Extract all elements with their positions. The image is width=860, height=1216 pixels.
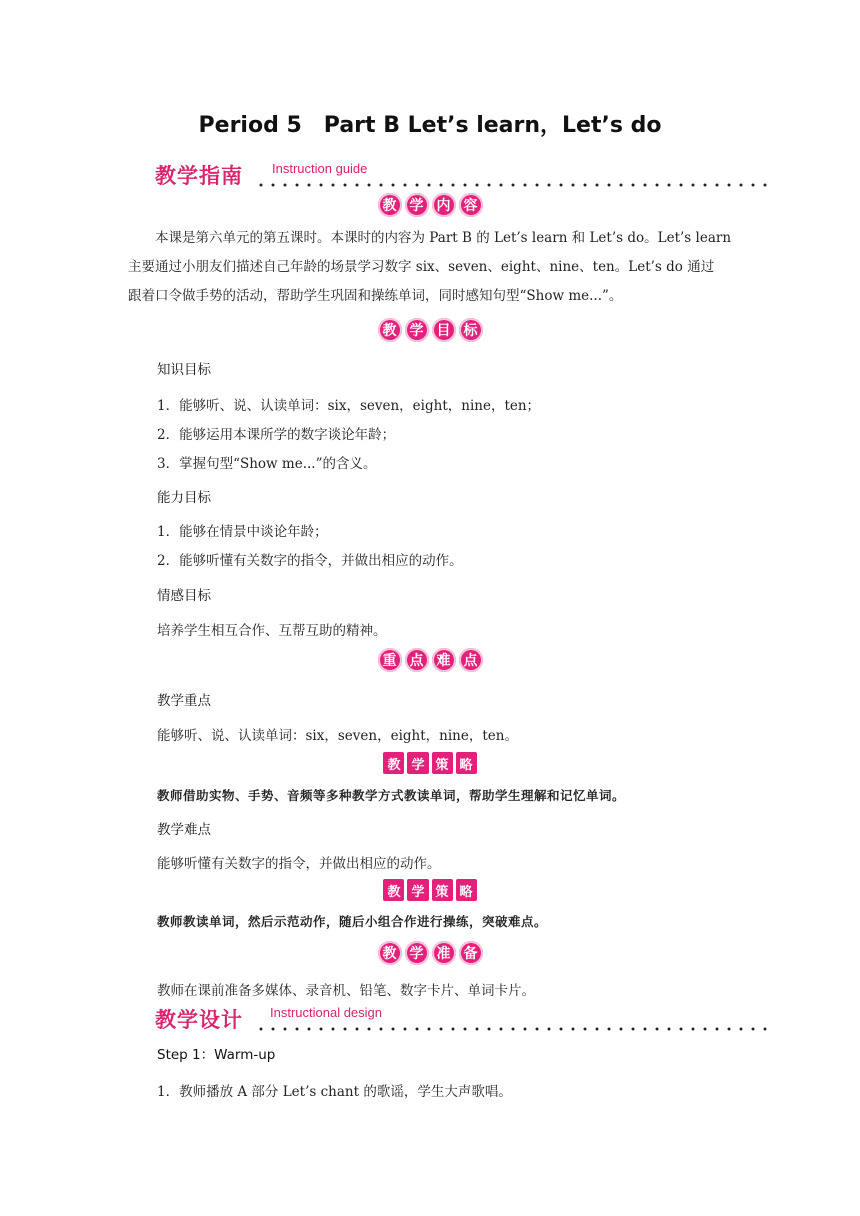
badge-char: 略 bbox=[456, 879, 477, 901]
content-line: 本课是第六单元的第五课时。本课时的内容为 Part B 的 Let’s learn 和 Let’s do。Let’s learn bbox=[155, 230, 732, 246]
badge-char: 教 bbox=[383, 752, 404, 774]
step1-item: 1．教师播放 A 部分 Let’s chant 的歌谣，学生大声歌唱。 bbox=[157, 1084, 512, 1100]
badge-char: 学 bbox=[405, 318, 429, 342]
dotted-divider bbox=[255, 1026, 767, 1032]
page-title: Period 5 Part B Let’s learn，Let’s do bbox=[198, 113, 662, 138]
content-paragraph bbox=[128, 224, 738, 311]
emotion-heading: 情感目标 bbox=[157, 588, 211, 604]
ability-item: 1．能够在情景中谈论年龄； bbox=[157, 524, 328, 540]
focus-heading: 教学重点 bbox=[157, 693, 211, 709]
badge-char: 目 bbox=[432, 318, 456, 342]
badge-char: 备 bbox=[459, 941, 483, 965]
badge-char: 教 bbox=[383, 879, 404, 901]
teaching-content-badge bbox=[0, 193, 860, 219]
teaching-prep-badge bbox=[0, 941, 860, 967]
instruction-guide-en: Instruction guide bbox=[272, 161, 368, 176]
knowledge-item: 3．掌握句型“Show me...”的含义。 bbox=[157, 456, 377, 472]
focus-strategy: 教师借助实物、手势、音频等多种教学方式教读单词，帮助学生理解和记忆单词。 bbox=[157, 788, 626, 803]
ability-item: 2．能够听懂有关数字的指令，并做出相应的动作。 bbox=[157, 553, 463, 569]
badge-char: 标 bbox=[459, 318, 483, 342]
badge-char: 学 bbox=[405, 941, 429, 965]
badge-char: 略 bbox=[456, 752, 477, 774]
badge-char: 准 bbox=[432, 941, 456, 965]
strategy-badge bbox=[0, 752, 860, 778]
badge-char: 内 bbox=[432, 193, 456, 217]
badge-char: 策 bbox=[432, 879, 453, 901]
badge-char: 难 bbox=[432, 648, 456, 672]
prep-text: 教师在课前准备多媒体、录音机、铅笔、数字卡片、单词卡片。 bbox=[157, 983, 535, 999]
instructional-design-cn: 教学设计 bbox=[155, 1008, 243, 1032]
badge-char: 点 bbox=[459, 648, 483, 672]
difficulty-strategy: 教师教读单词，然后示范动作，随后小组合作进行操练，突破难点。 bbox=[157, 914, 548, 929]
badge-char: 学 bbox=[407, 879, 428, 901]
instructional-design-header bbox=[155, 1004, 767, 1034]
difficulty-text: 能够听懂有关数字的指令，并做出相应的动作。 bbox=[157, 856, 441, 872]
instruction-guide-header bbox=[155, 160, 767, 190]
instruction-guide-cn: 教学指南 bbox=[155, 164, 243, 188]
badge-char: 策 bbox=[432, 752, 453, 774]
knowledge-heading: 知识目标 bbox=[157, 362, 211, 378]
content-line: 跟着口令做手势的活动，帮助学生巩固和操练单词，同时感知句型“Show me...”。 bbox=[128, 288, 623, 304]
badge-char: 学 bbox=[407, 752, 428, 774]
teaching-objectives-badge bbox=[0, 318, 860, 344]
key-points-badge bbox=[0, 648, 860, 674]
knowledge-item: 2．能够运用本课所学的数字谈论年龄； bbox=[157, 427, 396, 443]
badge-char: 容 bbox=[459, 193, 483, 217]
step1-heading: Step 1：Warm-up bbox=[157, 1047, 276, 1063]
instructional-design-en: Instructional design bbox=[270, 1005, 383, 1020]
dotted-divider bbox=[255, 182, 767, 188]
badge-char: 教 bbox=[378, 941, 402, 965]
badge-char: 点 bbox=[405, 648, 429, 672]
strategy-badge bbox=[0, 879, 860, 905]
focus-text: 能够听、说、认读单词：six，seven，eight，nine，ten。 bbox=[157, 728, 518, 744]
knowledge-item: 1．能够听、说、认读单词：six，seven，eight，nine，ten； bbox=[157, 398, 541, 414]
content-line: 主要通过小朋友们描述自己年龄的场景学习数字 six、seven、eight、nine、ten。Let’s do 通过 bbox=[128, 259, 715, 275]
difficulty-heading: 教学难点 bbox=[157, 822, 211, 838]
badge-char: 教 bbox=[378, 318, 402, 342]
badge-char: 学 bbox=[405, 193, 429, 217]
emotion-text: 培养学生相互合作、互帮互助的精神。 bbox=[157, 623, 387, 639]
badge-char: 重 bbox=[378, 648, 402, 672]
ability-heading: 能力目标 bbox=[157, 490, 211, 506]
badge-char: 教 bbox=[378, 193, 402, 217]
